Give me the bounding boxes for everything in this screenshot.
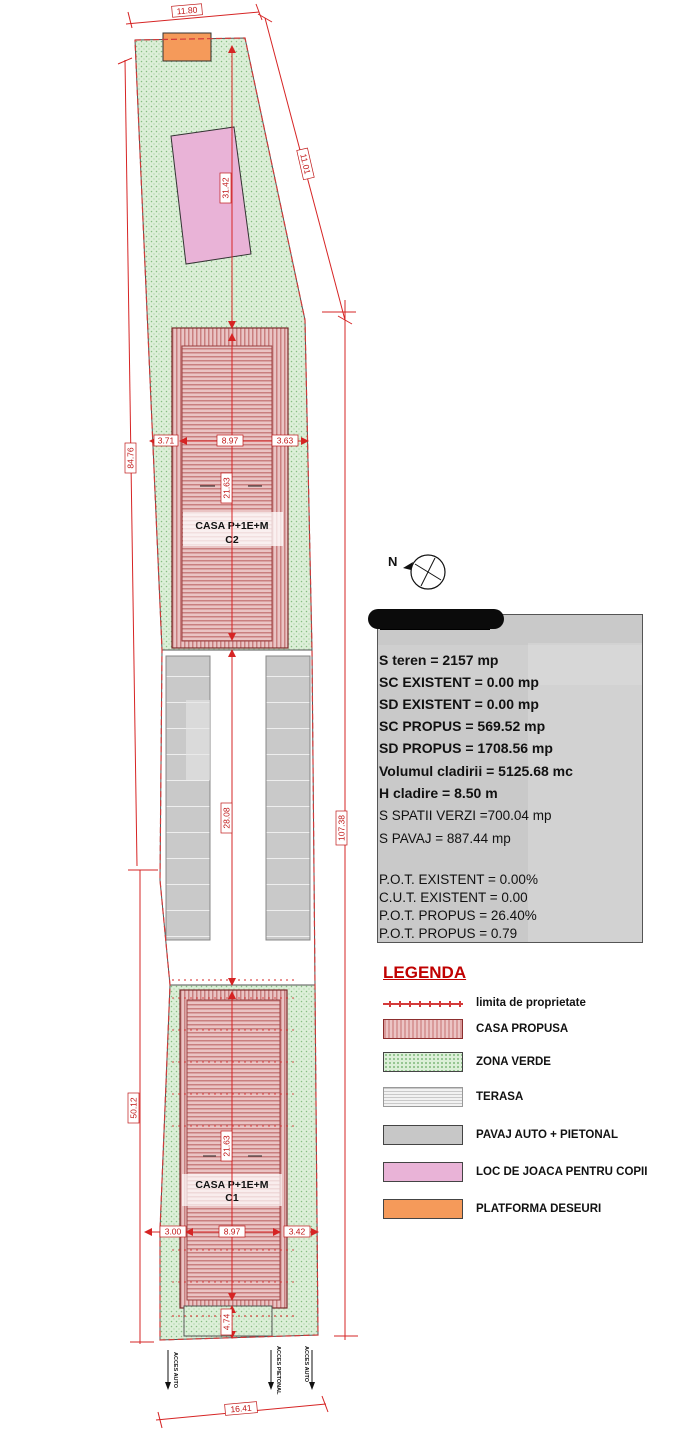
dim-top-width: 11.80 (176, 4, 198, 17)
legend-label: ZONA VERDE (476, 1056, 551, 1068)
legend-label: CASA PROPUSA (476, 1023, 569, 1035)
north-label: N (388, 554, 398, 569)
north-arrow (385, 550, 457, 600)
legend-label: LOC DE JOACA PENTRU COPII (476, 1166, 648, 1178)
dim-top-depth: 31.42 (220, 177, 231, 199)
dim-c1-left: 3.00 (164, 1226, 182, 1237)
dim-c2-width: 8.97 (221, 435, 239, 446)
legend-swatch-casa (383, 1019, 463, 1039)
panel-glare-column (528, 643, 643, 943)
access-markers (165, 1346, 315, 1395)
legend-item-casa-propusa (383, 1019, 673, 1041)
parking-left (166, 656, 210, 940)
legend-label: TERASA (476, 1091, 524, 1103)
legend-title: LEGENDA (383, 963, 467, 982)
dim-middle-depth: 28.08 (221, 807, 232, 829)
dim-left-upper: 84.76 (125, 447, 136, 469)
title-underline (380, 629, 490, 630)
dim-c1-depth: 21.63 (221, 1135, 232, 1157)
dim-bottom-width: 16.41 (230, 1402, 253, 1415)
stat-pavaj: S PAVAJ = 887.44 mp (379, 831, 511, 846)
legend-item-pavaj (383, 1125, 673, 1147)
house-c2-code: C2 (225, 534, 239, 546)
access-pietonal: ACCES PIETONAL (275, 1346, 281, 1395)
dim-c2-depth: 21.63 (221, 477, 232, 499)
stat-sc-existent: SC EXISTENT = 0.00 mp (379, 674, 539, 690)
legend-label: limita de proprietate (476, 997, 586, 1009)
legend-label: PLATFORMA DESEURI (476, 1203, 602, 1215)
dim-left-lower: 50.12 (128, 1097, 139, 1119)
legend-swatch-verde (383, 1052, 463, 1072)
legend-swatch-joaca (383, 1162, 463, 1182)
legend-swatch-pavaj (383, 1125, 463, 1145)
house-c1-wing (187, 1000, 280, 1300)
legend-item-zona-verde (383, 1052, 673, 1074)
redacted-title (368, 609, 504, 629)
waste-platform (163, 33, 211, 61)
stat-h-cladire: H cladire = 8.50 m (379, 785, 498, 801)
legend-item-terasa (383, 1087, 673, 1109)
dim-right-long: 107.38 (336, 815, 347, 841)
house-c1-code: C1 (225, 1192, 239, 1204)
dim-c1-width: 8.97 (223, 1226, 241, 1237)
terrace-patch (186, 700, 210, 780)
house-c1 (172, 990, 298, 1336)
stat-spatii-verzi: S SPATII VERZI =700.04 mp (379, 808, 552, 823)
stat-pot-propus-2: P.O.T. PROPUS = 0.79 (379, 926, 518, 941)
stat-pot-propus: P.O.T. PROPUS = 26.40% (379, 908, 537, 923)
dim-c1-right: 3.42 (288, 1226, 306, 1237)
dim-right-upper: 11.01 (298, 152, 313, 176)
stat-sd-existent: SD EXISTENT = 0.00 mp (379, 696, 539, 712)
legend-swatch-terasa (383, 1087, 463, 1107)
legend-swatch-deseuri (383, 1199, 463, 1219)
legend-item-platforma-deseuri (383, 1199, 673, 1221)
stat-cut-existent: C.U.T. EXISTENT = 0.00 (379, 890, 528, 905)
stat-pot-existent: P.O.T. EXISTENT = 0.00% (379, 872, 538, 887)
house-c1-title: CASA P+1E+M (195, 1179, 269, 1191)
legend-label: PAVAJ AUTO + PIETONAL (476, 1129, 618, 1141)
access-auto-right: ACCES AUTO (303, 1346, 309, 1383)
dim-c2-right: 3.63 (276, 435, 294, 446)
legend-item-property-line (383, 994, 673, 1016)
stat-volum: Volumul cladirii = 5125.68 mc (379, 763, 573, 779)
access-auto-left: ACCES AUTO (172, 1352, 178, 1389)
stat-sd-propus: SD PROPUS = 1708.56 mp (379, 740, 553, 756)
parking-right (266, 656, 310, 940)
stat-sc-propus: SC PROPUS = 569.52 mp (379, 718, 546, 734)
compass-icon (385, 550, 457, 600)
legend-item-loc-joaca (383, 1162, 673, 1184)
stat-s-teren: S teren = 2157 mp (379, 652, 499, 668)
property-line-sample (383, 1003, 463, 1005)
house-c2-title: CASA P+1E+M (195, 520, 269, 532)
dim-c2-left: 3.71 (157, 435, 175, 446)
dim-bottom-depth: 4.74 (221, 1313, 232, 1331)
